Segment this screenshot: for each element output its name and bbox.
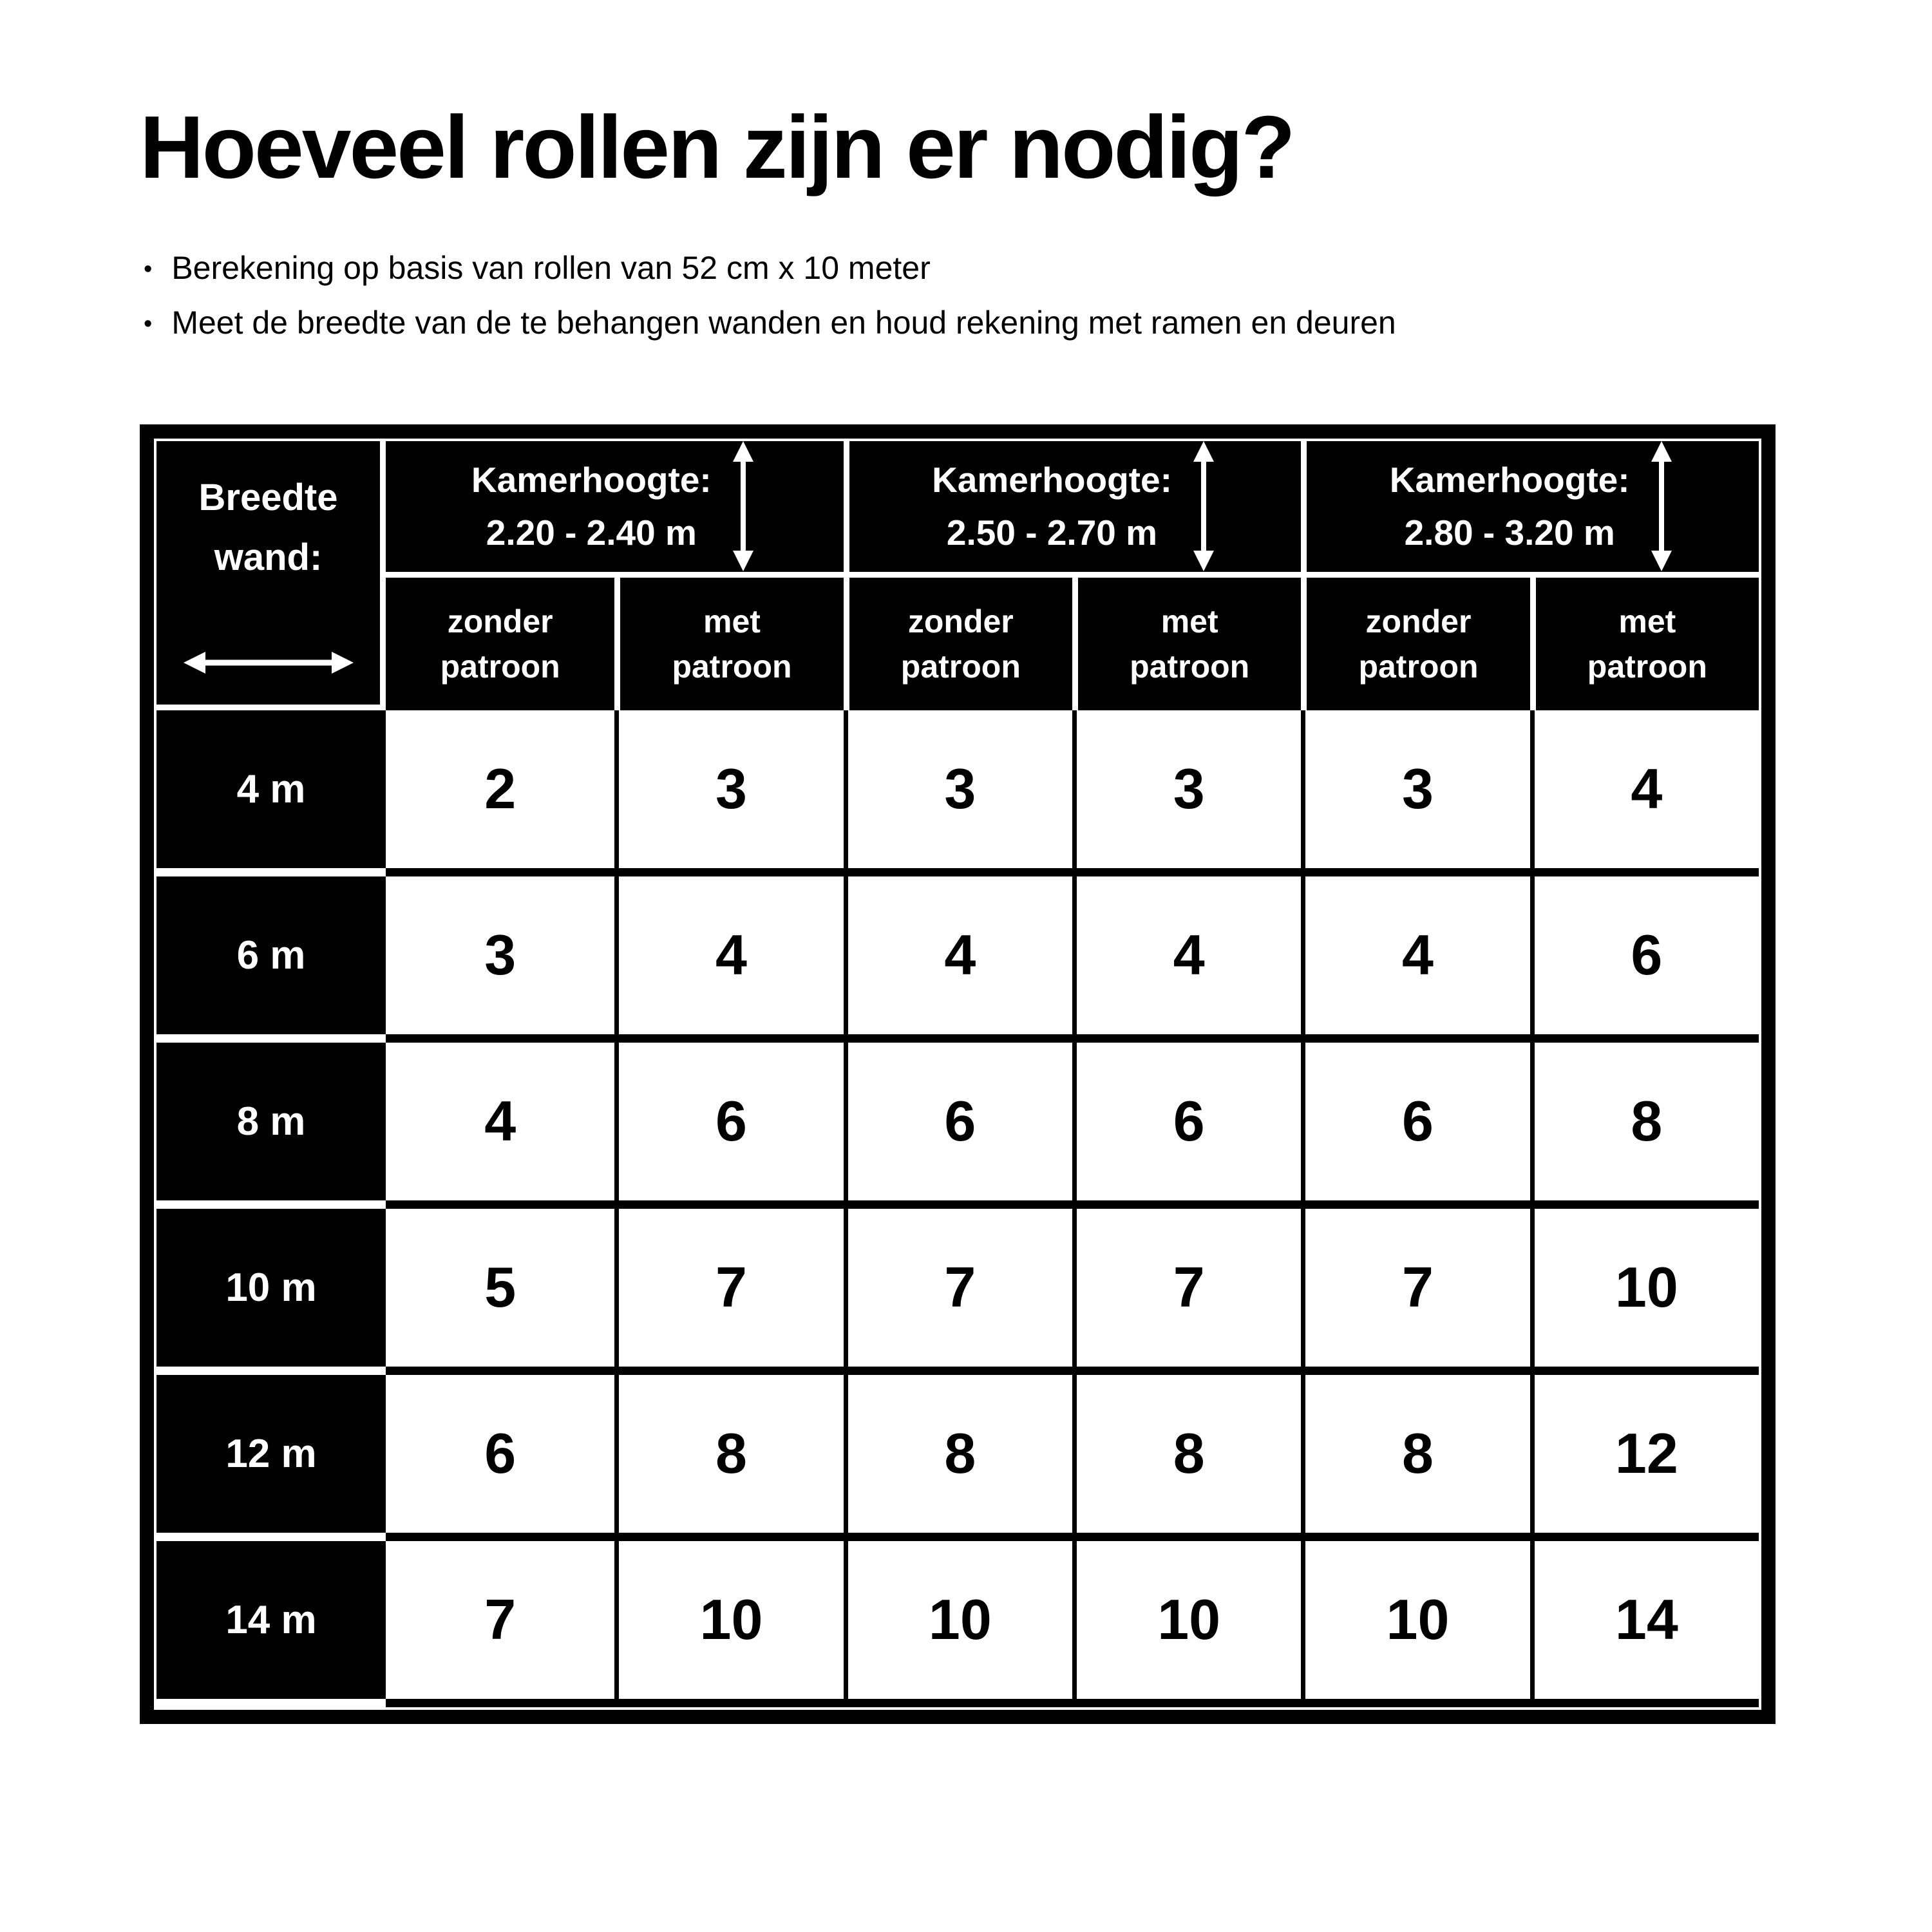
- table-cell: 7: [844, 1209, 1072, 1375]
- table-cell: 10: [1072, 1541, 1301, 1707]
- group-range: 2.20 - 2.40 m: [486, 513, 697, 553]
- corner-label: [199, 468, 338, 588]
- bullet-item: [140, 300, 1932, 346]
- table-cell: 6: [614, 1043, 843, 1209]
- table-cell: 6: [1530, 876, 1759, 1043]
- row-label: 4 m: [156, 710, 386, 876]
- table-cell: 8: [1301, 1375, 1530, 1541]
- table-cell: 8: [614, 1375, 843, 1541]
- page-title: Hoeveel rollen zijn er nodig?: [140, 98, 1294, 197]
- row-label: 6 m: [156, 876, 386, 1043]
- table-cell: 3: [1072, 710, 1301, 876]
- group-range: 2.80 - 3.20 m: [1404, 513, 1615, 553]
- table-cell: 4: [844, 876, 1072, 1043]
- vertical-double-arrow-icon: [728, 440, 758, 573]
- table-cell: 7: [614, 1209, 843, 1375]
- corner-label-line1: Breedte: [198, 476, 338, 518]
- sub-header-zonder-patroon: zonder patroon: [386, 578, 614, 710]
- bullet-dot: •: [144, 255, 153, 283]
- table-cell: 3: [386, 876, 614, 1043]
- column-group-header: [386, 441, 844, 578]
- horizontal-double-arrow-icon: [182, 649, 355, 677]
- table-cell: 4: [614, 876, 843, 1043]
- bullet-item: [140, 245, 1932, 291]
- row-header-cell: [156, 441, 386, 710]
- table-cell: 2: [386, 710, 614, 876]
- sub-header-zonder-patroon: zonder patroon: [844, 578, 1072, 710]
- table-cell: 8: [844, 1375, 1072, 1541]
- column-group-header: [844, 441, 1302, 578]
- group-title: Kamerhoogte:: [471, 459, 712, 500]
- table-cell: 4: [1530, 710, 1759, 876]
- table-cell: 4: [386, 1043, 614, 1209]
- rolls-needed-table: [140, 424, 1776, 1724]
- table-cell: 3: [844, 710, 1072, 876]
- vertical-double-arrow-icon: [1647, 440, 1676, 573]
- table-cell: 8: [1530, 1043, 1759, 1209]
- corner-label-line2: wand:: [214, 536, 323, 578]
- table-cell: 7: [386, 1541, 614, 1707]
- bullet-list: [140, 245, 1932, 346]
- table-cell: 4: [1072, 876, 1301, 1043]
- table-cell: 12: [1530, 1375, 1759, 1541]
- column-group-header: [1301, 441, 1759, 578]
- table-cell: 8: [1072, 1375, 1301, 1541]
- table-cell: 6: [844, 1043, 1072, 1209]
- row-label: 12 m: [156, 1375, 386, 1541]
- sub-header-met-patroon: met patroon: [1530, 578, 1759, 710]
- table-cell: 5: [386, 1209, 614, 1375]
- table-cell: 6: [1072, 1043, 1301, 1209]
- sub-header-met-patroon: met patroon: [1072, 578, 1301, 710]
- row-label: 8 m: [156, 1043, 386, 1209]
- table-cell: 4: [1301, 876, 1530, 1043]
- group-title: Kamerhoogte:: [1389, 459, 1630, 500]
- row-label: 14 m: [156, 1541, 386, 1707]
- sub-header-met-patroon: met patroon: [614, 578, 843, 710]
- sub-header-zonder-patroon: zonder patroon: [1301, 578, 1530, 710]
- table-cell: 10: [844, 1541, 1072, 1707]
- table-cell: 14: [1530, 1541, 1759, 1707]
- bullet-text: Meet de breedte van de te behangen wanden en houd rekening met ramen en deuren: [171, 304, 1396, 341]
- table-cell: 3: [1301, 710, 1530, 876]
- table-cell: 3: [614, 710, 843, 876]
- table-cell: 7: [1301, 1209, 1530, 1375]
- group-range: 2.50 - 2.70 m: [946, 513, 1158, 553]
- table-cell: 6: [1301, 1043, 1530, 1209]
- row-label: 10 m: [156, 1209, 386, 1375]
- table-cell: 10: [1301, 1541, 1530, 1707]
- table-cell: 7: [1072, 1209, 1301, 1375]
- table-grid: [156, 441, 1759, 1707]
- bullet-dot: •: [144, 310, 153, 337]
- table-cell: 10: [1530, 1209, 1759, 1375]
- table-cell: 10: [614, 1541, 843, 1707]
- bullet-text: Berekening op basis van rollen van 52 cm x 10 meter: [171, 249, 931, 286]
- vertical-double-arrow-icon: [1189, 440, 1218, 573]
- table-cell: 6: [386, 1375, 614, 1541]
- group-title: Kamerhoogte:: [932, 459, 1172, 500]
